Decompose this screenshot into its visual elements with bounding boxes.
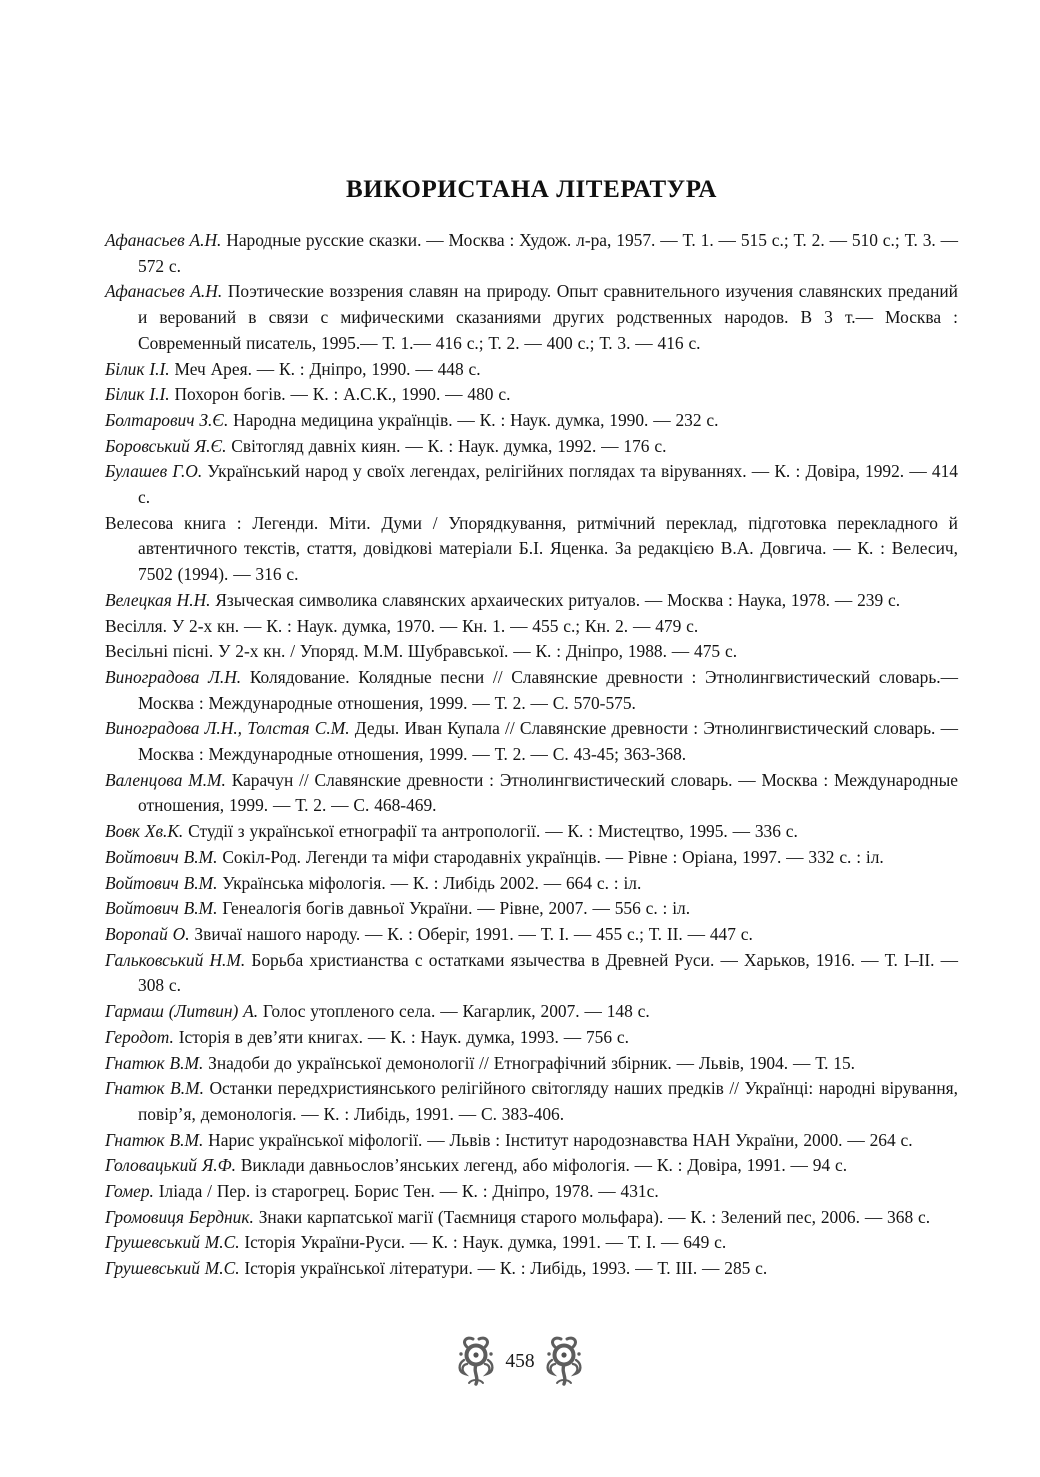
bibliography-entry: Гомер. Іліада / Пер. із старогрец. Борис Тен. — К. : Дніпро, 1978. — 431с. bbox=[105, 1181, 659, 1202]
entry-author: Валенцова М.М. bbox=[105, 769, 226, 790]
entry-author: Воропай О. bbox=[105, 923, 190, 944]
bibliography-entry: Афанасьев А.Н. Народные русские сказки. — Москва : Худож. л-ра, 1957. — Т. 1. — 515 с.; Т. 2. — 510 с.; Т. 3. — 572 с. bbox=[105, 230, 958, 276]
bibliography-entry: Велесова книга : Легенди. Міти. Думи / Упорядкування, ритмічний переклад, підготовка перекладного й автентичного текстів, стаття, довідкові матеріали Б.І. Яценка. За редакцією В.А. Довгича. — К. : Велесич, 7502 (1994). — 316 с. bbox=[105, 512, 958, 585]
bibliography-entry: Воропай О. Звичаї нашого народу. — К. : Оберіг, 1991. — Т. I. — 455 с.; Т. II. — 447 с. bbox=[105, 923, 753, 944]
bibliography-entry: Вовк Хв.К. Студії з української етнографії та антропології. — К. : Мистецтво, 1995. — 336 с. bbox=[105, 821, 798, 842]
bibliography-entry: Гальковський Н.М. Борьба христианства с остатками язычества в Древней Руси. — Харьков, 1916. — Т. I–II. — 308 с. bbox=[105, 949, 958, 996]
bibliography-entry: Валенцова М.М. Карачун // Славянские древности : Этнолингвистический словарь. — Москва : Международные отношения, 1999. — Т. 2. — С. 468-469. bbox=[105, 769, 958, 816]
entry-author: Громовиця Бердник. bbox=[105, 1206, 254, 1227]
entry-author: Гнатюк В.М. bbox=[105, 1078, 204, 1099]
entry-author: Грушевський М.С. bbox=[105, 1232, 240, 1253]
entry-author: Гармаш (Литвин) А. bbox=[105, 1001, 259, 1022]
bibliography-entry: Геродот. Історія в дев’яти книгах. — К. : Наук. думка, 1993. — 756 с. bbox=[105, 1026, 629, 1047]
bibliography-entry: Гнатюк В.М. Останки передхристиянського релігійного світогляду наших предків // Українці: народні вірування, повір’я, демонологія. — К. : Либідь, 1991. — С. 383-406. bbox=[105, 1078, 958, 1124]
bibliography-entry: Болтарович З.Є. Народна медицина українців. — К. : Наук. думка, 1990. — 232 с. bbox=[105, 409, 719, 430]
bibliography-entry: Гармаш (Литвин) А. Голос утопленого села. — Кагарлик, 2007. — 148 с. bbox=[105, 1001, 650, 1022]
bibliography-entry: Виноградова Л.Н., Толстая С.М. Деды. Иван Купала // Славянские древности : Этнолингвистический словарь. — Москва : Международные отношения, 1999. — Т. 2. — С. 43-45; 363-368. bbox=[105, 718, 958, 765]
bibliography-entry: Войтович В.М. Генеалогія богів давньої України. — Рівне, 2007. — 556 с. : іл. bbox=[105, 898, 691, 919]
entry-author: Войтович В.М. bbox=[105, 872, 218, 893]
bibliography-entry: Весільні пісні. У 2-х кн. / Упоряд. М.М. Шубравської. — К. : Дніпро, 1988. — 475 с. bbox=[105, 641, 738, 662]
entry-author: Гальковський Н.М. bbox=[105, 949, 246, 970]
entry-author: Боровський Я.Є. bbox=[105, 435, 227, 456]
entry-author: Гнатюк В.М. bbox=[105, 1129, 204, 1150]
page-number: 458 bbox=[505, 1351, 535, 1372]
entry-author: Афанасьев А.Н. bbox=[105, 230, 222, 250]
bibliography-entry: Білик І.І. Меч Арея. — К. : Дніпро, 1990. — 448 с. bbox=[105, 358, 481, 379]
footer-ornament-left-icon bbox=[456, 1334, 496, 1390]
bibliography-entry: Грушевський М.С. Історія української літератури. — К. : Либідь, 1993. — Т. III. — 285 с. bbox=[105, 1258, 768, 1279]
entry-author: Білик І.І. bbox=[105, 358, 170, 379]
entry-author: Велецкая Н.Н. bbox=[105, 589, 211, 610]
bibliography-entry: Войтович В.М. Українська міфологія. — К. : Либідь 2002. — 664 с. : іл. bbox=[105, 872, 642, 893]
entry-author: Войтович В.М. bbox=[105, 898, 218, 919]
bibliography-entry: Весілля. У 2-х кн. — К. : Наук. думка, 1970. — Кн. 1. — 455 с.; Кн. 2. — 479 с. bbox=[105, 615, 699, 636]
entry-author: Войтович В.М. bbox=[105, 846, 218, 867]
entry-author: Гнатюк В.М. bbox=[105, 1052, 204, 1073]
bibliography-entry: Афанасьев А.Н. Поэтические воззрения славян на природу. Опыт сравнительного изучения славянских преданий и верований в связи с мифическими сказаниями других родственных народов. В 3 т.— Москва : Современный писатель, 1995.— Т. 1.— 416 с.; Т. 2. — 400 с.; Т. 3. — 416 с. bbox=[105, 281, 958, 353]
bibliography-entry: Велецкая Н.Н. Языческая символика славянских архаических ритуалов. — Москва : Наука, 1978. — 239 с. bbox=[105, 589, 901, 610]
entry-author: Виноградова Л.Н., Толстая С.М. bbox=[105, 718, 350, 739]
bibliography-entry: Гнатюк В.М. Нарис української міфології. — Львів : Інститут народознавства НАН України, 2000. — 264 с. bbox=[105, 1129, 913, 1150]
bibliography-entry: Боровський Я.Є. Світогляд давніх киян. — К. : Наук. думка, 1992. — 176 с. bbox=[105, 435, 667, 456]
entry-author: Виноградова Л.Н. bbox=[105, 666, 242, 687]
entry-author: Вовк Хв.К. bbox=[105, 821, 184, 842]
bibliography-list bbox=[105, 228, 958, 1282]
entry-author: Головацький Я.Ф. bbox=[105, 1155, 236, 1176]
bibliography-entry: Грушевський М.С. Історія України-Руси. — К. : Наук. думка, 1991. — Т. I. — 649 с. bbox=[105, 1232, 727, 1253]
page-title: ВИКОРИСТАНА ЛІТЕРАТУРА bbox=[345, 176, 718, 203]
bibliography-entry: Громовиця Бердник. Знаки карпатської магії (Таємниця старого мольфара). — К. : Зелений пес, 2006. — 368 с. bbox=[105, 1206, 931, 1227]
footer-ornament-right-icon bbox=[544, 1334, 584, 1390]
entry-author: Гомер. bbox=[105, 1181, 154, 1202]
bibliography-entry: Білик І.І. Похорон богів. — К. : А.С.К., 1990. — 480 с. bbox=[105, 384, 511, 405]
bibliography-entry: Виноградова Л.Н. Колядование. Колядные песни // Славянские древности : Этнолингвистический словарь.— Москва : Международные отношения, 1999. — Т. 2. — С. 570-575. bbox=[105, 666, 958, 713]
entry-author: Білик І.І. bbox=[105, 384, 170, 405]
page-footer bbox=[0, 1334, 1040, 1390]
bibliography-entry: Гнатюк В.М. Знадоби до української демонології // Етнографічний збірник. — Львів, 1904. — Т. 15. bbox=[105, 1052, 856, 1073]
entry-author: Болтарович З.Є. bbox=[105, 409, 229, 430]
entry-author: Геродот. bbox=[105, 1026, 174, 1047]
entry-author: Грушевський М.С. bbox=[105, 1258, 240, 1279]
bibliography-entry: Головацький Я.Ф. Виклади давньослов’янських легенд, або міфологія. — К. : Довіра, 1991. — 94 с. bbox=[105, 1155, 848, 1176]
bibliography-entry: Войтович В.М. Сокіл-Род. Легенди та міфи стародавніх українців. — Рівне : Оріана, 1997. — 332 с. : іл. bbox=[105, 846, 884, 867]
entry-author: Булашев Г.О. bbox=[105, 461, 203, 482]
entry-author: Афанасьев А.Н. bbox=[105, 281, 223, 302]
bibliography-entry: Булашев Г.О. Український народ у своїх легендах, релігійних поглядах та віруваннях. — К. : Довіра, 1992. — 414 с. bbox=[105, 461, 958, 508]
